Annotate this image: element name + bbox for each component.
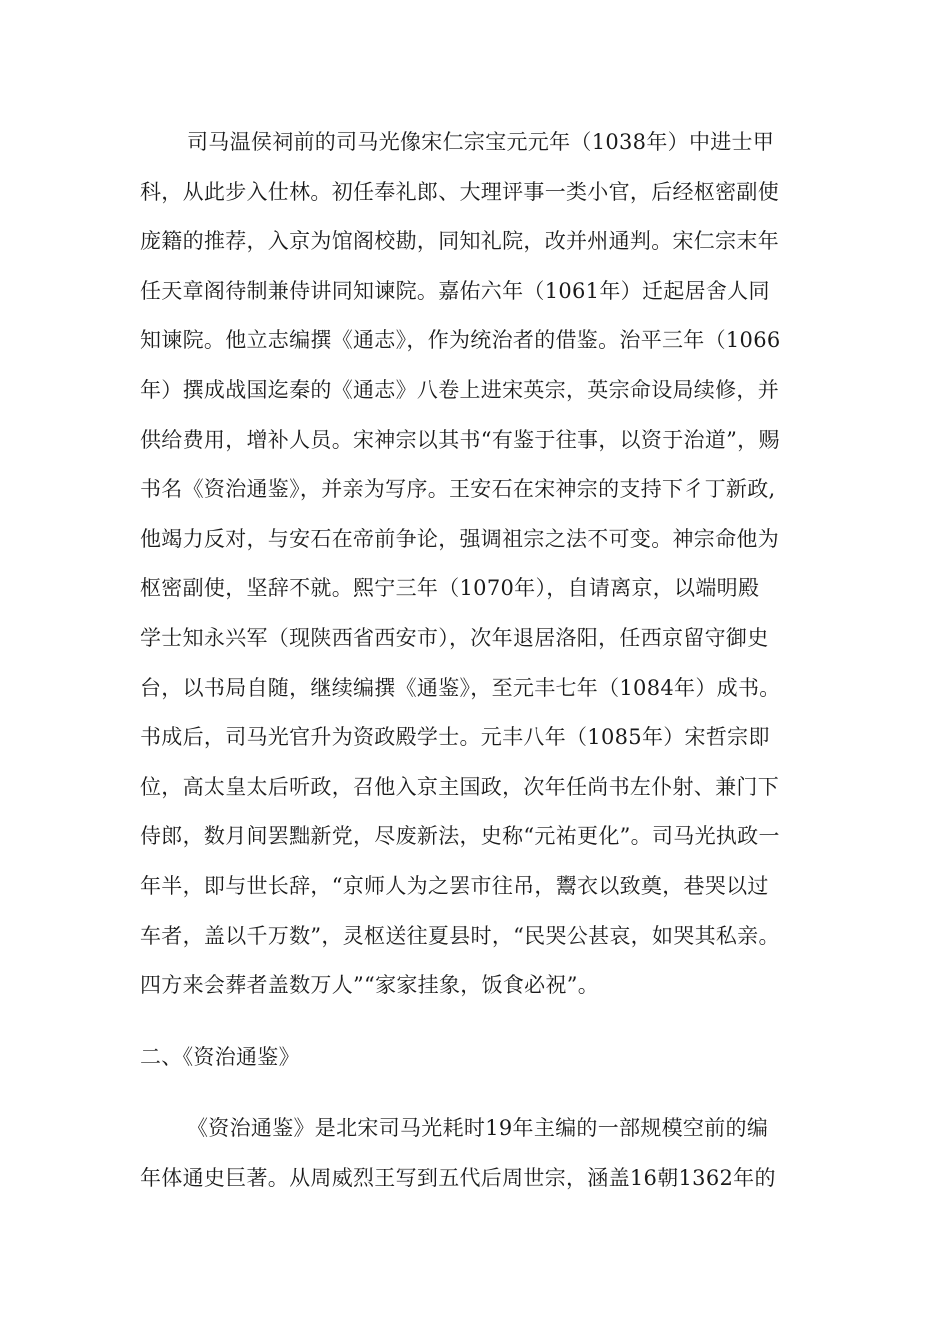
text-line: 车者，盖以千万数”，灵枢送往夏县时，“民哭公甚哀，如哭其私亲。 <box>140 923 780 948</box>
text-line: 枢密副使，坚辞不就。熙宁三年（1070年），自请离京，以端明殿 <box>140 576 760 601</box>
text-line: 台，以书局自随，继续编撰《通鉴》，至元丰七年（1084年）成书。 <box>140 675 781 700</box>
text-line: 年体通史巨著。从周威烈王写到五代后周世宗，涵盖16朝1362年的 <box>140 1165 776 1190</box>
text-line: 年半，即与世长辞，“京师人为之罢市往吊，鬻衣以致奠，巷哭以过 <box>140 873 769 898</box>
text-line: 《资治通鉴》是北宋司马光耗时19年主编的一部规模空前的编 <box>187 1116 769 1141</box>
text-line: 庞籍的推荐，入京为馆阁校勘，同知礼院，改并州通判。宋仁宗末年 <box>140 229 779 254</box>
text-line: 书成后，司马光官升为资政殿学士。元丰八年（1085年）宋哲宗即 <box>140 725 770 750</box>
section-heading: 二、《资治通鉴》 <box>140 1044 300 1069</box>
text-line: 他竭力反对，与安石在帝前争论，强调祖宗之法不可变。神宗命他为 <box>140 526 779 551</box>
text-line: 学士知永兴军（现陕西省西安市），次年退居洛阳，任西京留守御史 <box>140 625 769 650</box>
text-line: 侍郎，数月间罢黜新党，尽废新法，史称“元祐更化”。司马光执政一 <box>140 824 780 849</box>
text-line: 年）撰成战国迄秦的《通志》八卷上进宋英宗，英宗命设局续修，并 <box>140 377 779 402</box>
paragraph-sima-guang-biography <box>140 118 820 1011</box>
text-line: 知谏院。他立志编撰《通志》，作为统治者的借鉴。治平三年（1066 <box>140 328 781 353</box>
text-line: 司马温侯祠前的司马光像宋仁宗宝元元年（1038年）中进士甲 <box>187 130 775 154</box>
text-line: 位，高太皇太后听政，召他入京主国政，次年任尚书左仆射、兼门下 <box>140 774 779 799</box>
text-line: 任天章阁待制兼侍讲同知谏院。嘉佑六年（1061年）迁起居舍人同 <box>140 278 770 303</box>
text-line: 书名《资治通鉴》，并亲为写序。王安石在宋神宗的支持下彳丁新政, <box>140 477 776 502</box>
text-line: 科，从此步入仕林。初任奉礼郎、大理评事一类小官，后经枢密副使 <box>140 179 779 204</box>
paragraph-zizhi-tongjian <box>140 1104 820 1203</box>
text-line: 供给费用，增补人员。宋神宗以其书“有鉴于往事，以资于治道”，赐 <box>140 427 780 452</box>
document-page <box>140 118 820 1203</box>
text-line: 四方来会葬者盖数万人”“家家挂象，饭食必祝”。 <box>140 973 600 998</box>
